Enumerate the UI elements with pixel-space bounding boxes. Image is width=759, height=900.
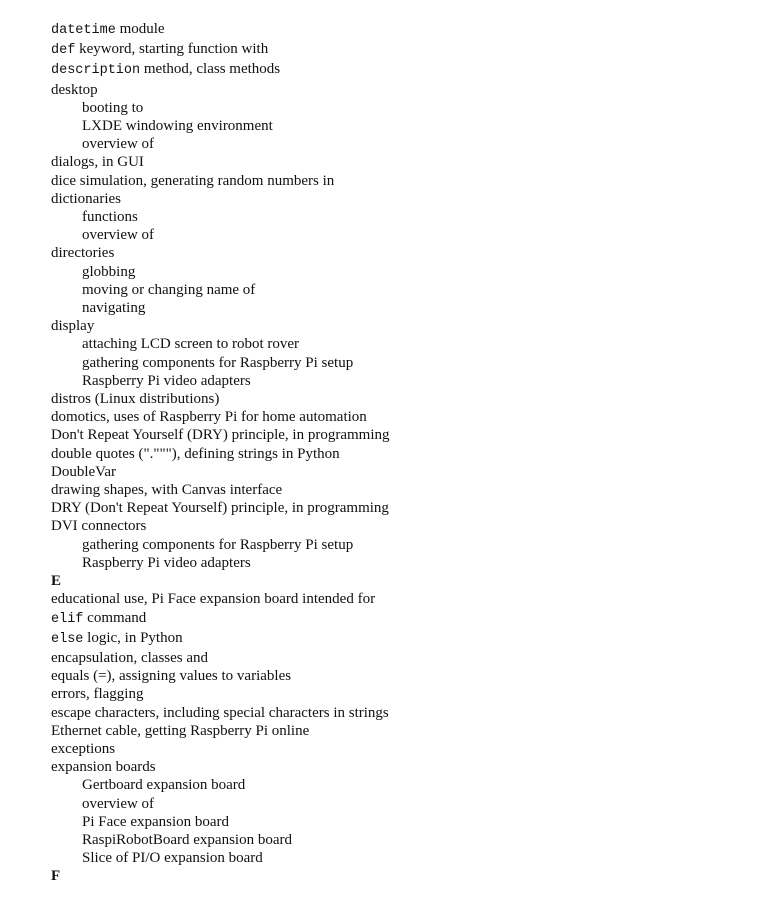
index-entry: [51, 740, 751, 758]
entry-text: attaching LCD screen to robot rover: [82, 336, 300, 353]
index-list: [51, 20, 751, 886]
entry-text: encapsulation, classes and: [51, 649, 209, 666]
index-entry: [51, 40, 751, 60]
index-entry: [51, 463, 751, 481]
index-subentry: [51, 99, 751, 117]
entry-text: DRY (Don't Repeat Yourself) principle, in programming: [51, 500, 389, 517]
entry-text: RaspiRobotBoard expansion board: [82, 831, 292, 848]
entry-text: method, class methods: [140, 61, 281, 78]
entry-text: overview of: [82, 795, 155, 812]
entry-text: keyword, starting function with: [75, 41, 269, 58]
index-subentry: [51, 795, 751, 813]
entry-text: dictionaries: [51, 190, 121, 207]
entry-text: Slice of PI/O expansion board: [82, 850, 263, 867]
entry-text: directories: [51, 245, 115, 262]
entry-text: equals (=), assigning values to variables: [51, 668, 292, 685]
entry-text: booting to: [82, 99, 144, 116]
entry-text: gathering components for Raspberry Pi setup: [82, 536, 354, 553]
entry-text: double quotes ("."""), defining strings in Python: [51, 445, 340, 462]
entry-text: LXDE windowing environment: [82, 118, 273, 135]
index-subentry: [51, 226, 751, 244]
index-subentry: [51, 281, 751, 299]
entry-text: DoubleVar: [51, 463, 116, 480]
code-term: datetime: [51, 23, 116, 38]
index-entry: [51, 481, 751, 499]
index-entry: [51, 629, 751, 649]
entry-text: module: [115, 21, 165, 37]
index-entry: [51, 649, 751, 667]
entry-text: overview of: [82, 227, 155, 244]
entry-text: dialogs, in GUI: [51, 154, 144, 171]
entry-text: Pi Face expansion board: [82, 813, 230, 830]
entry-text: command: [83, 609, 147, 626]
index-entry: [51, 20, 751, 40]
index-subentry: [51, 135, 751, 153]
index-entry: [51, 445, 751, 463]
index-entry: [51, 408, 751, 426]
entry-text: globbing: [82, 263, 136, 280]
entry-text: functions: [82, 209, 138, 226]
entry-text: Gertboard expansion board: [82, 777, 246, 794]
index-subentry: [51, 554, 751, 572]
index-subentry: [51, 117, 751, 135]
index-entry: [51, 517, 751, 535]
index-entry: [51, 60, 751, 80]
section-letter: [51, 572, 751, 590]
index-entry: [51, 190, 751, 208]
index-entry: [51, 153, 751, 171]
entry-text: Ethernet cable, getting Raspberry Pi online: [51, 722, 310, 739]
index-subentry: [51, 335, 751, 353]
code-term: description: [51, 63, 141, 79]
entry-text: Raspberry Pi video adapters: [82, 554, 251, 571]
entry-text: domotics, uses of Raspberry Pi for home automation: [51, 409, 367, 426]
index-subentry: [51, 354, 751, 372]
entry-text: DVI connectors: [51, 518, 147, 535]
index-subentry: [51, 849, 751, 867]
entry-text: display: [51, 318, 95, 335]
index-entry: [51, 499, 751, 517]
entry-text: E: [51, 573, 62, 590]
index-entry: [51, 81, 751, 99]
index-entry: [51, 704, 751, 722]
index-subentry: [51, 813, 751, 831]
entry-text: gathering components for Raspberry Pi setup: [82, 354, 354, 371]
entry-text: Don't Repeat Yourself (DRY) principle, in programming: [51, 427, 390, 444]
code-term: else: [51, 631, 84, 647]
index-entry: [51, 758, 751, 776]
entry-text: expansion boards: [51, 759, 156, 776]
index-entry: [51, 667, 751, 685]
index-subentry: [51, 372, 751, 390]
section-letter: [51, 867, 751, 885]
entry-text: F: [51, 868, 61, 885]
index-entry: [51, 685, 751, 703]
index-entry: [51, 722, 751, 740]
entry-text: navigating: [82, 300, 146, 317]
index-entry: [51, 244, 751, 262]
index-subentry: [51, 831, 751, 849]
entry-text: overview of: [82, 136, 155, 153]
entry-text: exceptions: [51, 740, 116, 757]
index-subentry: [51, 536, 751, 554]
code-term: def: [51, 43, 76, 59]
index-subentry: [51, 263, 751, 281]
index-entry: [51, 390, 751, 408]
entry-text: educational use, Pi Face expansion board intended for: [51, 591, 376, 608]
index-entry: [51, 172, 751, 190]
entry-text: escape characters, including special characters in strings: [51, 704, 389, 721]
entry-text: moving or changing name of: [82, 281, 256, 298]
entry-text: logic, in Python: [83, 629, 183, 646]
index-entry: [51, 590, 751, 608]
entry-text: distros (Linux distributions): [51, 391, 220, 408]
index-entry: [51, 317, 751, 335]
entry-text: errors, flagging: [51, 686, 144, 703]
index-subentry: [51, 208, 751, 226]
index-entry: [51, 426, 751, 444]
entry-text: drawing shapes, with Canvas interface: [51, 482, 283, 499]
index-entry: [51, 609, 751, 629]
entry-text: desktop: [51, 81, 98, 98]
index-subentry: [51, 776, 751, 794]
entry-text: Raspberry Pi video adapters: [82, 372, 251, 389]
entry-text: dice simulation, generating random numbers in: [51, 172, 335, 189]
code-term: elif: [51, 611, 84, 627]
index-subentry: [51, 299, 751, 317]
